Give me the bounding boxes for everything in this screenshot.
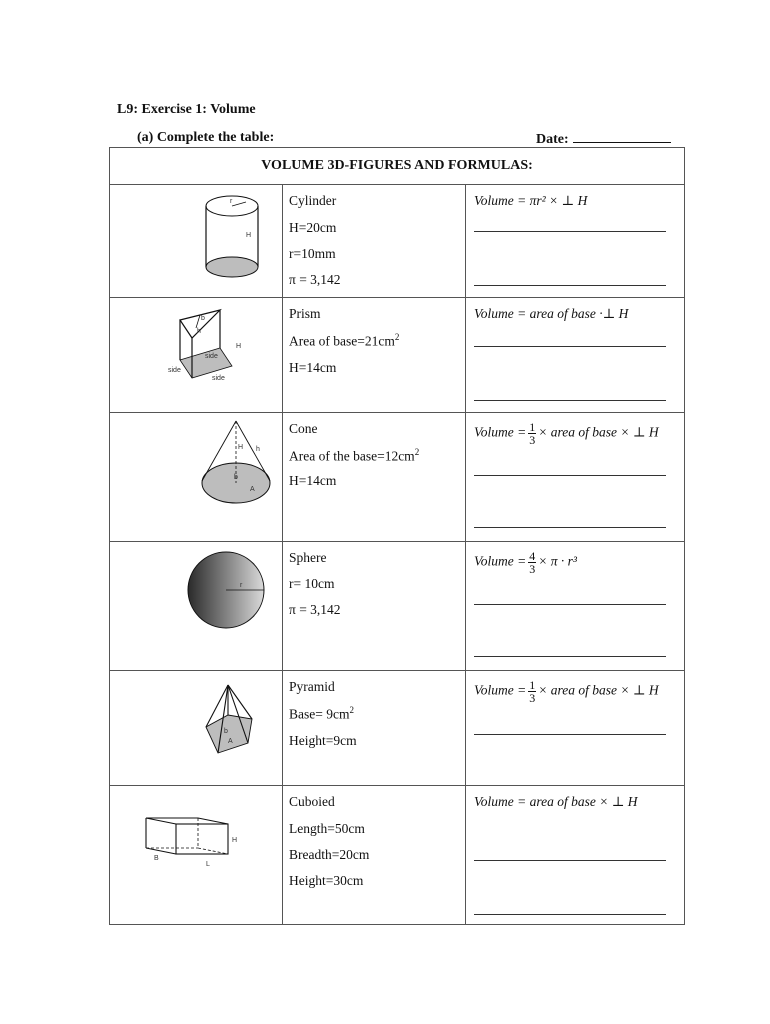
prism-givens: [283, 298, 466, 412]
cone-name: Cone: [289, 421, 318, 436]
sphere-formula-cell: [466, 542, 684, 670]
cuboid-formula-cell: [466, 786, 684, 924]
cylinder-formula-cell: [466, 185, 684, 297]
pyramid-givens: [283, 671, 466, 785]
answer-line[interactable]: [474, 475, 666, 476]
pyramid-height: Height=9cm: [289, 733, 357, 748]
cone-label-h: h: [256, 446, 260, 453]
cuboid-name: Cuboied: [289, 794, 335, 809]
cylinder-radius: [232, 202, 246, 206]
instruction: (a) Complete the table:: [137, 130, 275, 145]
prism-label-b: b: [201, 315, 205, 322]
pyramid-label-A: A: [228, 738, 233, 745]
cone-label-b: b: [234, 474, 238, 481]
prism-height: H=14cm: [289, 360, 337, 375]
cylinder-givens: [283, 185, 466, 297]
prism-formula: Volume = area of base ·⊥ H: [474, 306, 629, 321]
cuboid-breadth: Breadth=20cm: [289, 847, 370, 862]
answer-line[interactable]: [474, 231, 666, 232]
cuboid-top: [146, 818, 228, 824]
answer-line[interactable]: [474, 604, 666, 605]
answer-line[interactable]: [474, 285, 666, 286]
pyramid-figure: [110, 671, 283, 785]
answer-line[interactable]: [474, 860, 666, 861]
sphere-givens: [283, 542, 466, 670]
answer-line[interactable]: [474, 734, 666, 735]
sphere-figure: [110, 542, 283, 670]
cylinder-pi: π = 3,142: [289, 272, 341, 287]
prism-label-side: side: [212, 375, 225, 382]
answer-line[interactable]: [474, 346, 666, 347]
table-row-cuboid: [110, 786, 684, 924]
cuboid-length: Length=50cm: [289, 821, 365, 836]
volume-table: [109, 147, 685, 925]
pyramid-name: Pyramid: [289, 679, 335, 694]
sphere-pi: π = 3,142: [289, 602, 341, 617]
prism-area: Area of $base=21cm^2$: [289, 332, 400, 349]
pyramid-formula-cell: [466, 671, 684, 785]
cuboid-label-B: B: [154, 855, 159, 862]
cone-label-H: H: [238, 444, 244, 451]
cone-formula-cell: [466, 413, 684, 541]
prism-label-h: h: [197, 328, 201, 335]
table-row-sphere: [110, 542, 684, 671]
cone-area: Area of the $base=12cm^2$: [289, 447, 420, 464]
cylinder-height: H=20cm: [289, 220, 337, 235]
cuboid-givens: [283, 786, 466, 924]
table-row-cylinder: [110, 185, 684, 298]
cuboid-formula: Volume = area of base × ⊥ H: [474, 794, 638, 809]
cuboid-edge: [146, 848, 176, 854]
prism-label-side: side: [168, 367, 181, 374]
cylinder-figure: [110, 185, 283, 297]
cylinder-base: [206, 257, 258, 277]
cylinder-label-r: r: [230, 198, 233, 205]
sphere-name: Sphere: [289, 550, 327, 565]
cone-label-A: A: [250, 486, 255, 493]
cone-figure: [110, 413, 283, 541]
cone-formula: Volume = $\frac{1}{3}$ × area of base × ⊥ H: [474, 420, 659, 447]
prism-formula-cell: [466, 298, 684, 412]
cylinder-radius-value: r=10mm: [289, 246, 336, 261]
prism-height-mark: [196, 315, 200, 328]
pyramid-formula: Volume = $\frac{1}{3}$ × area of base × ⊥ H: [474, 678, 659, 705]
prism-figure: [110, 298, 283, 412]
pyramid-label-b: b: [224, 728, 228, 735]
table-header: VOLUME 3D-FIGURES AND FORMULAS:: [110, 148, 684, 185]
pyramid-edge: [228, 685, 252, 719]
cone-givens: [283, 413, 466, 541]
answer-line[interactable]: [474, 914, 666, 915]
cylinder-name: Cylinder: [289, 193, 337, 208]
table-row-prism: [110, 298, 684, 413]
cylinder-formula: Volume = πr² × ⊥ H: [474, 193, 588, 208]
pyramid-base-value: Base= $9cm^2$: [289, 705, 354, 722]
cuboid-label-H: H: [232, 837, 238, 844]
date-label: Date:: [536, 132, 569, 147]
cylinder-label-h: H: [246, 232, 252, 239]
table-row-cone: [110, 413, 684, 542]
cuboid-label-L: L: [206, 861, 210, 868]
cuboid-height: Height=30cm: [289, 873, 364, 888]
cuboid-figure: [110, 786, 283, 924]
sphere-radius-value: r= 10cm: [289, 576, 335, 591]
cuboid-hidden-edge: [198, 848, 228, 854]
answer-line[interactable]: [474, 527, 666, 528]
cone-height-value: H=14cm: [289, 473, 337, 488]
prism-label-H: H: [236, 343, 242, 350]
prism-name: Prism: [289, 306, 321, 321]
date-blank[interactable]: [573, 130, 671, 143]
date-field[interactable]: [536, 130, 671, 148]
answer-line[interactable]: [474, 656, 666, 657]
sphere-label-r: r: [240, 582, 243, 589]
worksheet-title: L9: Exercise 1: Volume: [117, 102, 256, 117]
table-row-pyramid: [110, 671, 684, 786]
answer-line[interactable]: [474, 400, 666, 401]
sphere-formula: Volume = $\frac{4}{3}$ × π · r³: [474, 549, 577, 576]
prism-label-side: side: [205, 353, 218, 360]
cuboid-front: [176, 824, 228, 854]
